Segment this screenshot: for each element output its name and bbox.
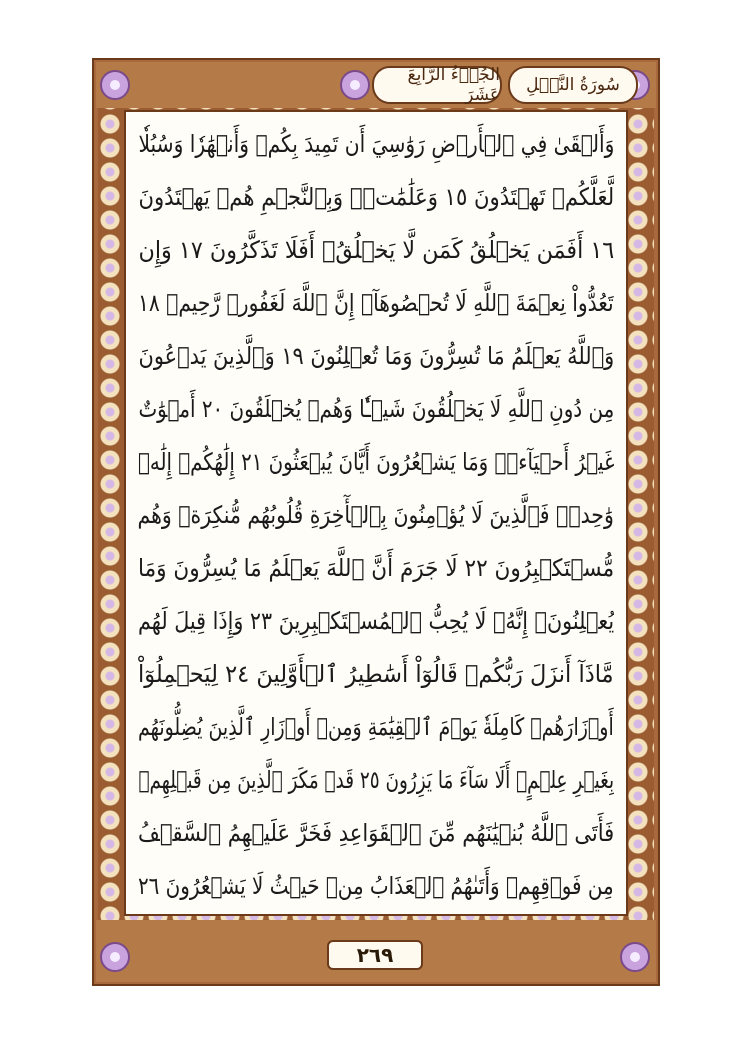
- surah-name: سُورَةُ النَّحۡلِ: [526, 75, 620, 95]
- page-number: ٢٦٩: [356, 943, 394, 967]
- verse-line: وَٰحِدٞۚ فَٱلَّذِينَ لَا يُؤۡمِنُونَ بِٱلۡأٓخِرَةِ قُلُوبُهُم مُّنكِرَةٞ وَهُم: [138, 501, 614, 529]
- verse-line: ١٦ أَفَمَن يَخۡلُقُ كَمَن لَّا يَخۡلُقُۚ أَفَلَا تَذَكَّرُونَ ١٧ وَإِن: [138, 236, 614, 264]
- verse-text-panel: [124, 110, 628, 916]
- verse-line: مُّسۡتَكۡبِرُونَ ٢٢ لَا جَرَمَ أَنَّ ٱللَّهَ يَعۡلَمُ مَا يُسِرُّونَ وَمَا: [138, 554, 614, 582]
- verse-line: غَيۡرُ أَحۡيَآءٖۖ وَمَا يَشۡعُرُونَ أَيَّانَ يُبۡعَثُونَ ٢١ إِلَٰهُكُمۡ إِلَٰهٞ: [138, 448, 614, 476]
- verse-line: مِن دُونِ ٱللَّهِ لَا يَخۡلُقُونَ شَيۡـٔٗا وَهُمۡ يُخۡلَقُونَ ٢٠ أَمۡوَٰتٌ: [138, 395, 614, 423]
- verse-line: وَٱللَّهُ يَعۡلَمُ مَا تُسِرُّونَ وَمَا تُعۡلِنُونَ ١٩ وَٱلَّذِينَ يَدۡعُونَ: [138, 342, 614, 370]
- page-number-box: [327, 940, 423, 970]
- verse-line: مِن فَوۡقِهِمۡ وَأَتَىٰهُمُ ٱلۡعَذَابُ مِنۡ حَيۡثُ لَا يَشۡعُرُونَ ٢٦: [138, 872, 614, 900]
- verse-line: أَوۡزَارَهُمۡ كَامِلَةٗ يَوۡمَ ٱلۡقِيَٰمَةِ وَمِنۡ أَوۡزَارِ ٱلَّذِينَ يُضِلُّونَهُم: [138, 713, 614, 741]
- verse-line: تَعُدُّواْ نِعۡمَةَ ٱللَّهِ لَا تُحۡصُوهَآۗ إِنَّ ٱللَّهَ لَغَفُورٞ رَّحِيمٞ ١٨: [138, 289, 614, 317]
- verse-line: لَّعَلَّكُمۡ تَهۡتَدُونَ ١٥ وَعَلَٰمَٰتٖۚ وَبِٱلنَّجۡمِ هُمۡ يَهۡتَدُونَ: [138, 183, 614, 211]
- flower-ornament-icon: [620, 942, 650, 972]
- juz-name: الجُزۡءُ الرَّابِعَ عَشَرَ: [407, 65, 500, 105]
- flower-ornament-icon: [100, 942, 130, 972]
- flower-ornament-icon: [340, 70, 370, 100]
- flower-ornament-icon: [100, 70, 130, 100]
- verse-line: فَأَتَى ٱللَّهُ بُنۡيَٰنَهُم مِّنَ ٱلۡقَوَاعِدِ فَخَرَّ عَلَيۡهِمُ ٱلسَّقۡفُ: [138, 819, 614, 847]
- verse-line: يُعۡلِنُونَۚ إِنَّهُۥ لَا يُحِبُّ ٱلۡمُسۡتَكۡبِرِينَ ٢٣ وَإِذَا قِيلَ لَهُم: [138, 607, 614, 635]
- surah-name-cartouche: [508, 66, 638, 104]
- verse-line: مَّاذَآ أَنزَلَ رَبُّكُمۡ قَالُوٓاْ أَسَٰطِيرُ ٱلۡأَوَّلِينَ ٢٤ لِيَحۡمِلُوٓاْ: [138, 660, 614, 688]
- verse-line: وَأَلۡقَىٰ فِي ٱلۡأَرۡضِ رَوَٰسِيَ أَن تَمِيدَ بِكُمۡ وَأَنۡهَٰرٗا وَسُبُلٗا: [138, 130, 614, 158]
- verse-line: بِغَيۡرِ عِلۡمٍۗ أَلَا سَآءَ مَا يَزِرُونَ ٢٥ قَدۡ مَكَرَ ٱلَّذِينَ مِن قَبۡلِهِمۡ: [138, 766, 614, 794]
- juz-name-cartouche: [372, 66, 502, 104]
